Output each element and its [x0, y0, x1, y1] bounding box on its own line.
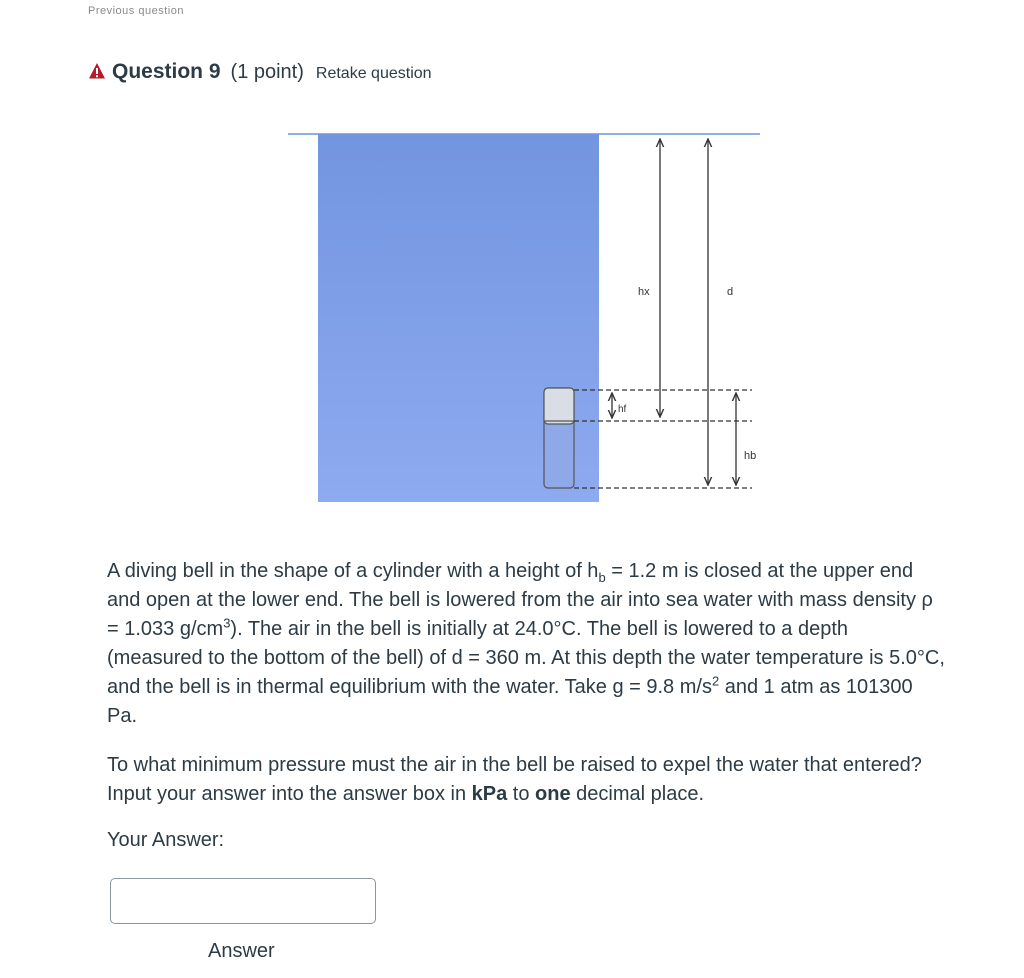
label-hf: hf — [618, 404, 627, 415]
your-answer-label: Your Answer: — [107, 829, 225, 851]
retake-question-link[interactable]: Retake question — [315, 65, 432, 82]
warning-icon — [88, 62, 106, 80]
problem-statement: A diving bell in the shape of a cylinder with a height of $h_b = 1.2$ m is closed at the upper end and open at the lower end. The bell is lowered from the air into sea water with mass density ρ = 1.033 $g/cm^3$). The air in the bell is initially at 24.0°C. The bell is lowered to a depth (measured to the bottom of the bell) of d = 360 m. At this depth the water temperature is 5.0°C, and the bell is in thermal equilibrium with the water. Take g = 9.8 $m/s^2$ and 1 atm as 101300 Pa. — [107, 560, 945, 727]
diving-bell — [544, 388, 574, 488]
diving-bell-diagram — [280, 125, 770, 510]
question-points: (1 point) — [230, 61, 304, 83]
answer-input[interactable] — [110, 878, 376, 924]
label-d: d — [727, 286, 734, 298]
label-hx: hx — [638, 286, 650, 298]
question-prompt: To what minimum pressure must the air in the bell be raised to expel the water that entered? Input your answer into the answer box in kPa to one decimal place. — [107, 754, 922, 805]
question-title: Question 9 — [112, 60, 221, 83]
previous-question-link[interactable]: Previous question — [88, 6, 184, 16]
answer-caption: Answer — [208, 940, 275, 962]
question-header — [88, 60, 432, 84]
question-body — [107, 557, 947, 829]
label-hb: hb — [744, 450, 757, 462]
